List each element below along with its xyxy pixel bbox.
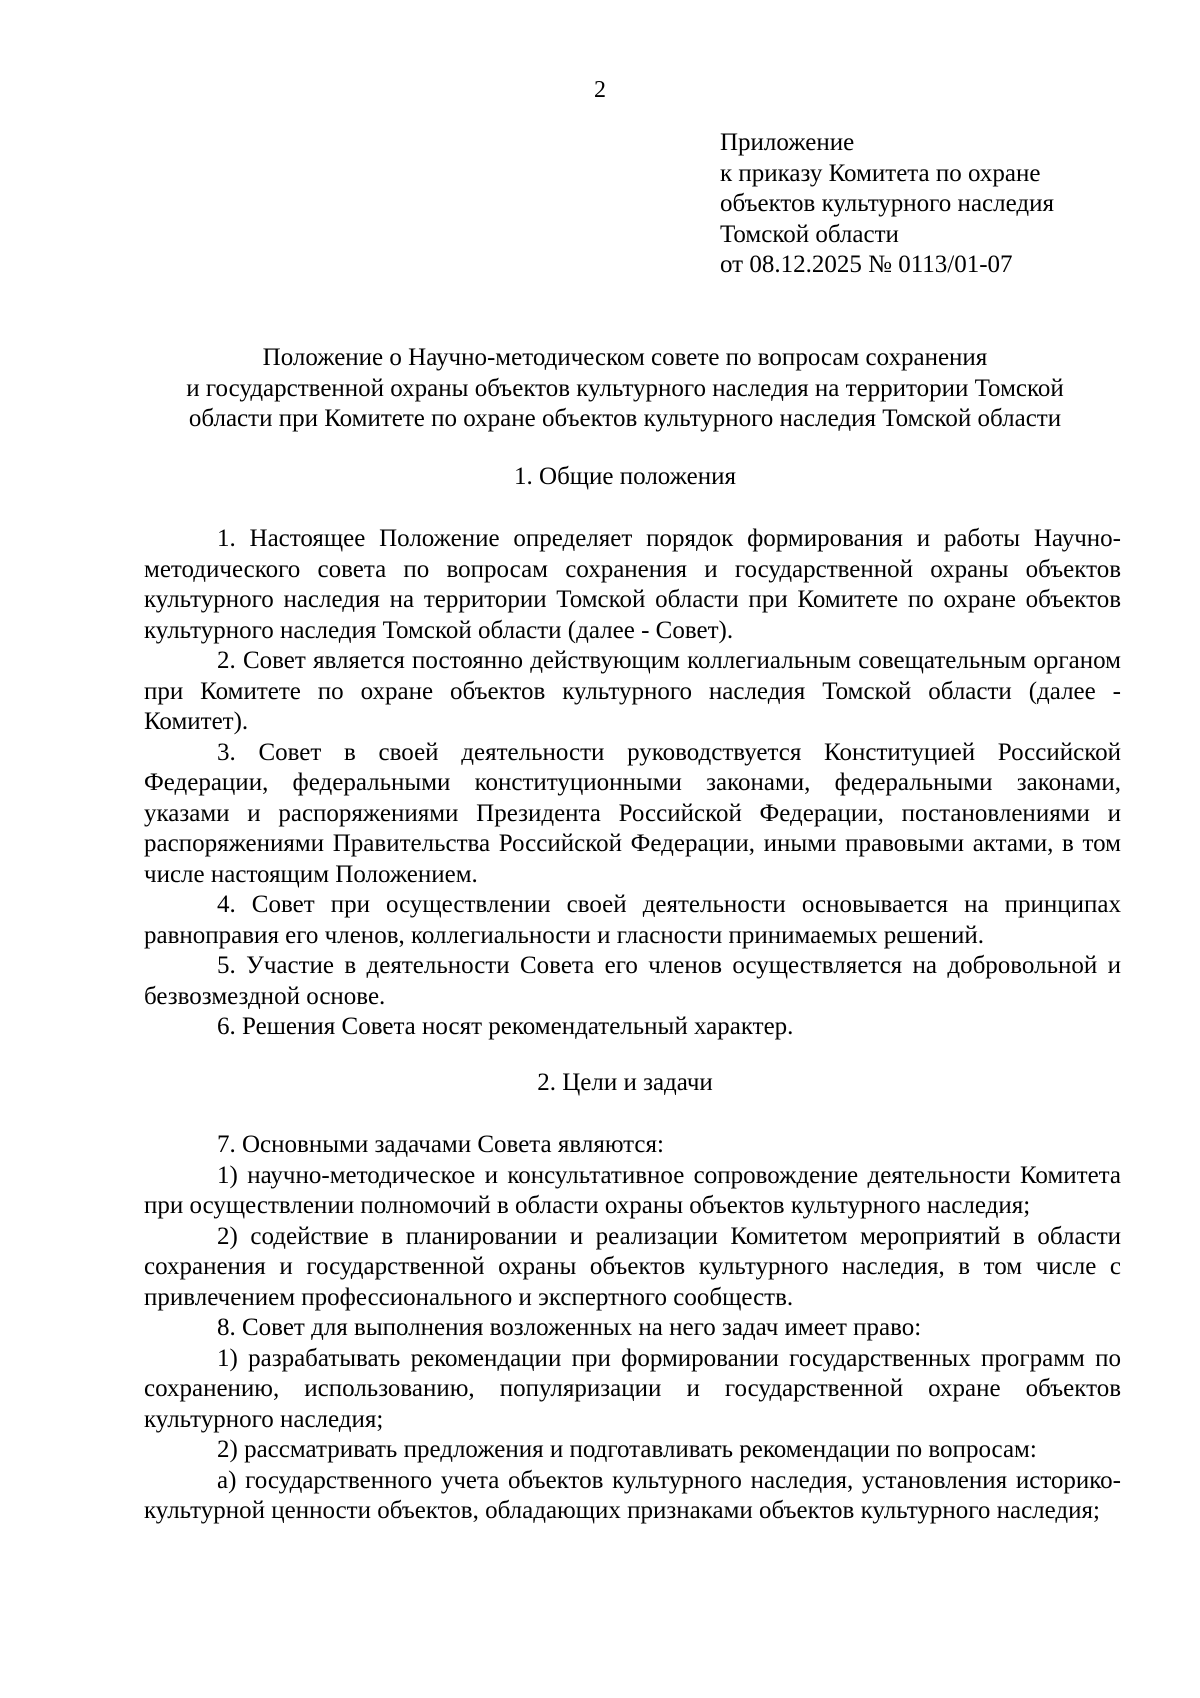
appendix-line: Приложение (720, 129, 855, 156)
document-title (130, 343, 1120, 435)
paragraph-7-item-2: 2) содействие в планировании и реализации Комитетом мероприятий в области сохранения и государственной охраны объектов культурного наследия, в том числе с привлечением профессионального и экспертного сообществ. (144, 1222, 1121, 1311)
paragraph-5: 5. Участие в деятельности Совета его членов осуществляется на добровольной и безвозмездной основе. (144, 952, 1121, 1010)
paragraph-8-item-2: 2) рассматривать предложения и подготавливать рекомендации по вопросам: (217, 1436, 1037, 1463)
paragraph-4: 4. Совет при осуществлении своей деятельности основывается на принципах равноправия его членов, коллегиальности и гласности принимаемых решений. (144, 891, 1121, 949)
page-number: 2 (594, 77, 606, 103)
paragraph-8: 8. Совет для выполнения возложенных на него задач имеет право: (217, 1314, 922, 1341)
paragraph-7-item-1: 1) научно-методическое и консультативное сопровождение деятельности Комитета при осуществлении полномочий в области охраны объектов культурного наследия; (144, 1161, 1121, 1219)
paragraph-7: 7. Основными задачами Совета являются: (217, 1131, 664, 1158)
title-line: и государственной охраны объектов культурного наследия на территории Томской (186, 374, 1064, 402)
paragraph-1: 1. Настоящее Положение определяет порядок формирования и работы Научно-методического совета по вопросам сохранения и государственной охраны объектов культурного наследия на территории Томской области при Комитете по охране объектов культурного наследия Томской области (далее - Совет). (144, 525, 1121, 644)
section-heading-general: 1. Общие положения (514, 463, 736, 490)
appendix-line: объектов культурного наследия (720, 190, 1054, 217)
paragraph-8-item-1: 1) разрабатывать рекомендации при формировании государственных программ по сохранению, использованию, популяризации и государственной охране объектов культурного наследия; (144, 1344, 1121, 1433)
paragraph-6: 6. Решения Совета носят рекомендательный характер. (217, 1013, 794, 1040)
appendix-block (720, 128, 1160, 281)
paragraph-3: 3. Совет в своей деятельности руководствуется Конституцией Российской Федерации, федеральными конституционными законами, федеральными законами, указами и распоряжениями Президента Российской Федерации, постановлениями и распоряжениями Правительства Российской Федерации, иными правовыми актами, в том числе настоящим Положением. (144, 738, 1121, 888)
title-line: области при Комитете по охране объектов культурного наследия Томской области (188, 405, 1062, 432)
title-line: Положение о Научно-методическом совете по вопросам сохранения (262, 344, 988, 371)
appendix-line: от 08.12.2025 № 0113/01-07 (720, 251, 1013, 278)
paragraph-8-item-2-a: а) государственного учета объектов культурного наследия, установления историко-культурной ценности объектов, обладающих признаками объектов культурного наследия; (144, 1466, 1121, 1524)
section-heading-goals: 2. Цели и задачи (537, 1069, 713, 1096)
appendix-line: Томской области (720, 220, 899, 248)
paragraph-2: 2. Совет является постоянно действующим коллегиальным совещательным органом при Комитете по охране объектов культурного наследия Томской области (далее - Комитет). (144, 647, 1121, 735)
section-goals-body (144, 1130, 1121, 1527)
section-general-body (144, 524, 1121, 1043)
appendix-line: к приказу Комитета по охране (720, 159, 1041, 187)
